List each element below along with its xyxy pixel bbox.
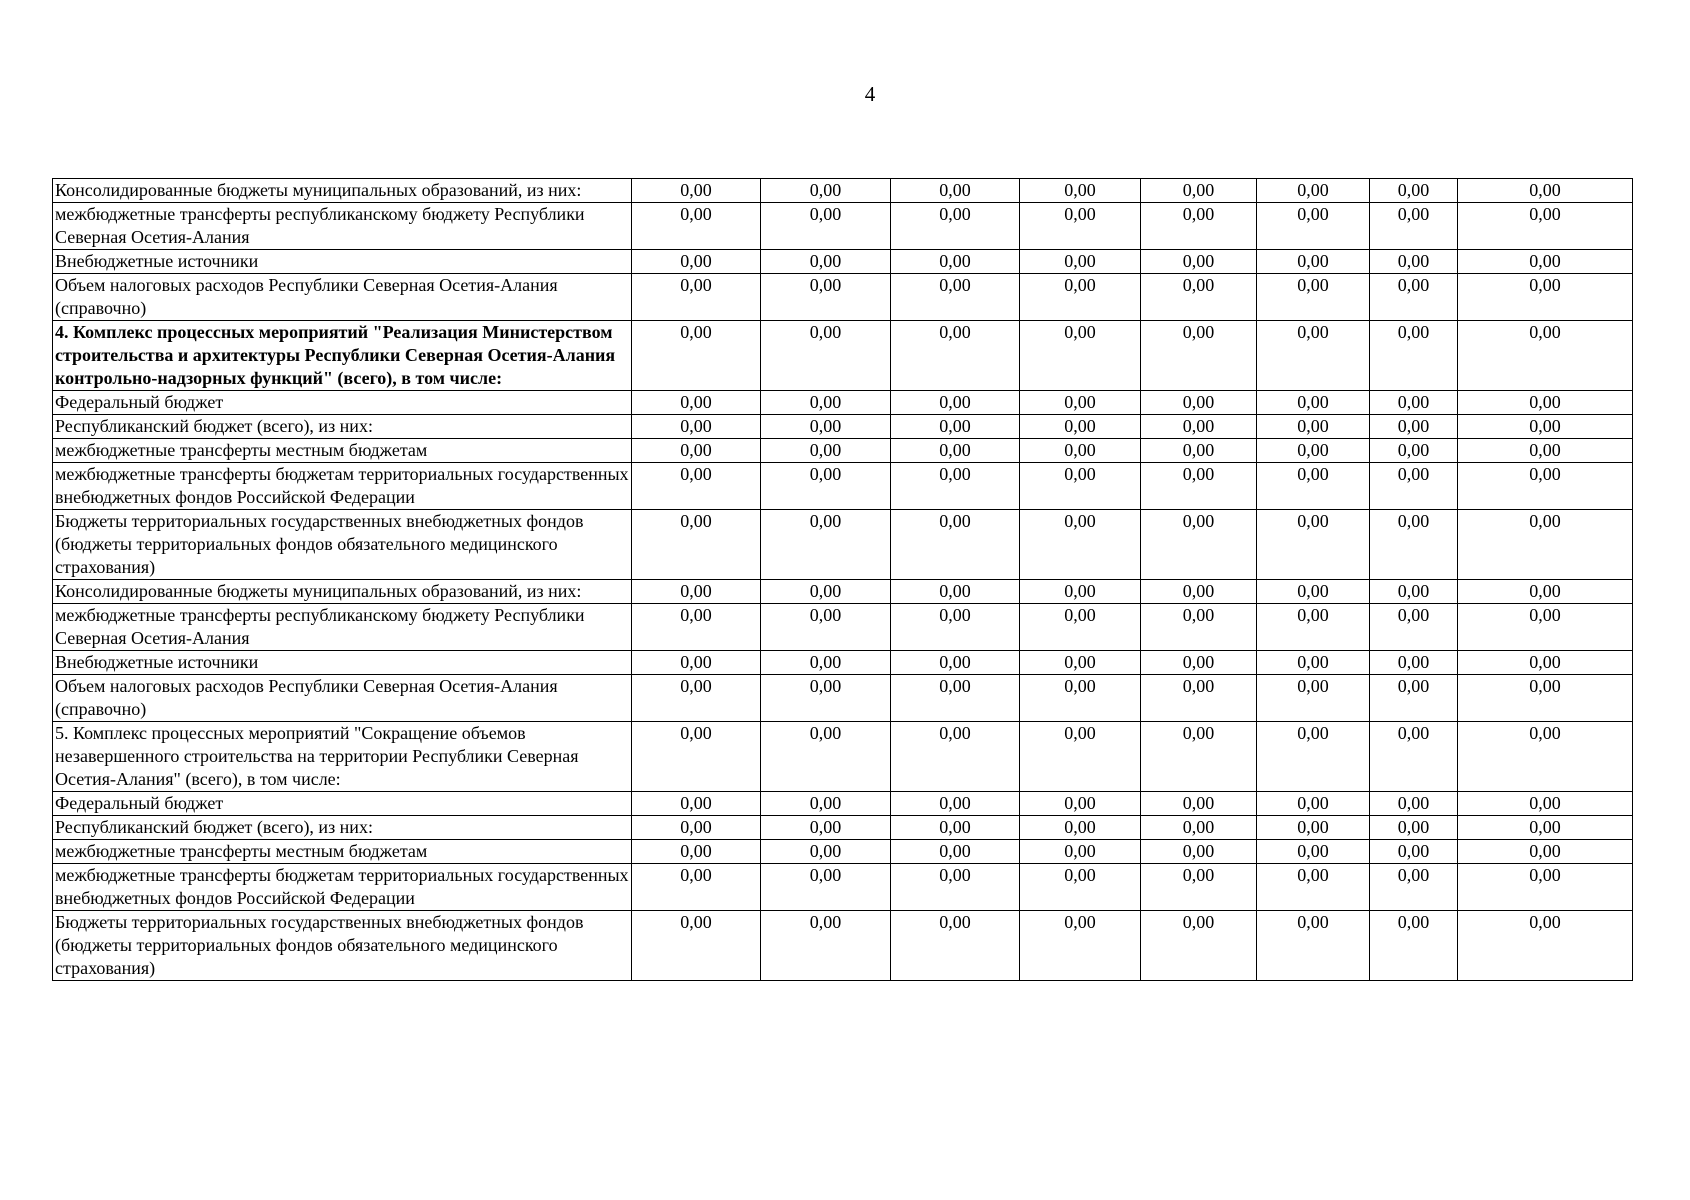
value-cell: 0,00 [891, 840, 1020, 864]
value-cell: 0,00 [1141, 274, 1257, 321]
value-cell: 0,00 [632, 840, 761, 864]
value-cell: 0,00 [761, 911, 891, 981]
row-label: Федеральный бюджет [53, 391, 632, 415]
value-cell: 0,00 [1458, 274, 1633, 321]
row-label: межбюджетные трансферты республиканскому бюджету Республики Северная Осетия-Алания [53, 604, 632, 651]
row-label: 4. Комплекс процессных мероприятий "Реализация Министерством строительства и архитектуры Республики Северная Осетия-Алания контрольно-надзорных функций" (всего), в том числе: [53, 321, 632, 391]
value-cell: 0,00 [1141, 675, 1257, 722]
value-cell: 0,00 [1370, 864, 1458, 911]
value-cell: 0,00 [1141, 179, 1257, 203]
value-cell: 0,00 [1020, 722, 1141, 792]
table-row [53, 179, 1633, 203]
value-cell: 0,00 [632, 463, 761, 510]
value-cell: 0,00 [1141, 840, 1257, 864]
value-cell: 0,00 [761, 580, 891, 604]
value-cell: 0,00 [1370, 816, 1458, 840]
value-cell: 0,00 [632, 580, 761, 604]
value-cell: 0,00 [1020, 580, 1141, 604]
value-cell: 0,00 [1458, 179, 1633, 203]
value-cell: 0,00 [1458, 391, 1633, 415]
value-cell: 0,00 [1257, 911, 1370, 981]
value-cell: 0,00 [1370, 580, 1458, 604]
value-cell: 0,00 [1370, 203, 1458, 250]
value-cell: 0,00 [1020, 864, 1141, 911]
value-cell: 0,00 [891, 792, 1020, 816]
value-cell: 0,00 [1020, 321, 1141, 391]
value-cell: 0,00 [1020, 250, 1141, 274]
value-cell: 0,00 [1141, 722, 1257, 792]
value-cell: 0,00 [891, 816, 1020, 840]
value-cell: 0,00 [761, 463, 891, 510]
value-cell: 0,00 [1141, 391, 1257, 415]
value-cell: 0,00 [1370, 274, 1458, 321]
row-label: Объем налоговых расходов Республики Северная Осетия-Алания (справочно) [53, 274, 632, 321]
table-row [53, 439, 1633, 463]
value-cell: 0,00 [1458, 321, 1633, 391]
value-cell: 0,00 [632, 675, 761, 722]
value-cell: 0,00 [1257, 179, 1370, 203]
value-cell: 0,00 [1020, 274, 1141, 321]
value-cell: 0,00 [1020, 439, 1141, 463]
value-cell: 0,00 [1141, 250, 1257, 274]
page-number: 4 [864, 82, 876, 106]
value-cell: 0,00 [1141, 604, 1257, 651]
value-cell: 0,00 [1020, 651, 1141, 675]
table-row [53, 651, 1633, 675]
value-cell: 0,00 [891, 415, 1020, 439]
value-cell: 0,00 [632, 722, 761, 792]
value-cell: 0,00 [1458, 250, 1633, 274]
value-cell: 0,00 [1458, 792, 1633, 816]
value-cell: 0,00 [1370, 675, 1458, 722]
table-row [53, 415, 1633, 439]
table-row [53, 203, 1633, 250]
value-cell: 0,00 [1458, 722, 1633, 792]
row-label: межбюджетные трансферты республиканскому бюджету Республики Северная Осетия-Алания [53, 203, 632, 250]
value-cell: 0,00 [1141, 816, 1257, 840]
row-label: Бюджеты территориальных государственных внебюджетных фондов (бюджеты территориальных фондов обязательного медицинского страхования) [53, 510, 632, 580]
value-cell: 0,00 [891, 510, 1020, 580]
value-cell: 0,00 [761, 792, 891, 816]
value-cell: 0,00 [761, 675, 891, 722]
value-cell: 0,00 [891, 580, 1020, 604]
value-cell: 0,00 [761, 840, 891, 864]
value-cell: 0,00 [632, 816, 761, 840]
value-cell: 0,00 [1020, 463, 1141, 510]
value-cell: 0,00 [891, 179, 1020, 203]
value-cell: 0,00 [891, 722, 1020, 792]
value-cell: 0,00 [891, 463, 1020, 510]
value-cell: 0,00 [632, 250, 761, 274]
table-row [53, 274, 1633, 321]
value-cell: 0,00 [632, 510, 761, 580]
value-cell: 0,00 [891, 604, 1020, 651]
value-cell: 0,00 [1370, 840, 1458, 864]
value-cell: 0,00 [1020, 391, 1141, 415]
value-cell: 0,00 [761, 439, 891, 463]
value-cell: 0,00 [1141, 792, 1257, 816]
value-cell: 0,00 [1257, 439, 1370, 463]
value-cell: 0,00 [1141, 203, 1257, 250]
value-cell: 0,00 [1257, 510, 1370, 580]
value-cell: 0,00 [1458, 816, 1633, 840]
row-label: межбюджетные трансферты местным бюджетам [53, 840, 632, 864]
value-cell: 0,00 [1020, 816, 1141, 840]
value-cell: 0,00 [1141, 510, 1257, 580]
row-label: Бюджеты территориальных государственных внебюджетных фондов (бюджеты территориальных фондов обязательного медицинского страхования) [53, 911, 632, 981]
value-cell: 0,00 [1257, 840, 1370, 864]
value-cell: 0,00 [1458, 840, 1633, 864]
value-cell: 0,00 [1458, 864, 1633, 911]
row-label: 5. Комплекс процессных мероприятий "Сокращение объемов незавершенного строительства на территории Республики Северная Осетия-Алания" (всего), в том числе: [53, 722, 632, 792]
value-cell: 0,00 [1020, 415, 1141, 439]
value-cell: 0,00 [632, 792, 761, 816]
table-row [53, 580, 1633, 604]
value-cell: 0,00 [1020, 792, 1141, 816]
value-cell: 0,00 [1458, 604, 1633, 651]
value-cell: 0,00 [1257, 792, 1370, 816]
value-cell: 0,00 [1257, 864, 1370, 911]
value-cell: 0,00 [1370, 911, 1458, 981]
table-row [53, 792, 1633, 816]
value-cell: 0,00 [761, 864, 891, 911]
value-cell: 0,00 [891, 391, 1020, 415]
row-label: Республиканский бюджет (всего), из них: [53, 816, 632, 840]
value-cell: 0,00 [761, 274, 891, 321]
table-row [53, 391, 1633, 415]
value-cell: 0,00 [1370, 415, 1458, 439]
value-cell: 0,00 [1141, 415, 1257, 439]
value-cell: 0,00 [761, 203, 891, 250]
row-label: Республиканский бюджет (всего), из них: [53, 415, 632, 439]
value-cell: 0,00 [1370, 250, 1458, 274]
value-cell: 0,00 [891, 675, 1020, 722]
value-cell: 0,00 [1257, 321, 1370, 391]
value-cell: 0,00 [1141, 864, 1257, 911]
value-cell: 0,00 [1458, 439, 1633, 463]
value-cell: 0,00 [1257, 651, 1370, 675]
value-cell: 0,00 [632, 604, 761, 651]
value-cell: 0,00 [1370, 391, 1458, 415]
value-cell: 0,00 [632, 203, 761, 250]
value-cell: 0,00 [1257, 415, 1370, 439]
table-row [53, 911, 1633, 981]
value-cell: 0,00 [1257, 463, 1370, 510]
row-label: Консолидированные бюджеты муниципальных образований, из них: [53, 179, 632, 203]
value-cell: 0,00 [1458, 203, 1633, 250]
value-cell: 0,00 [1257, 722, 1370, 792]
value-cell: 0,00 [632, 391, 761, 415]
value-cell: 0,00 [1370, 604, 1458, 651]
value-cell: 0,00 [632, 321, 761, 391]
value-cell: 0,00 [1020, 179, 1141, 203]
value-cell: 0,00 [761, 722, 891, 792]
value-cell: 0,00 [1020, 604, 1141, 651]
table-row [53, 510, 1633, 580]
table-row [53, 816, 1633, 840]
value-cell: 0,00 [1458, 651, 1633, 675]
value-cell: 0,00 [632, 439, 761, 463]
budget-table-body [53, 179, 1633, 981]
value-cell: 0,00 [891, 864, 1020, 911]
table-row [53, 250, 1633, 274]
value-cell: 0,00 [891, 321, 1020, 391]
value-cell: 0,00 [1370, 510, 1458, 580]
value-cell: 0,00 [1020, 203, 1141, 250]
value-cell: 0,00 [1257, 274, 1370, 321]
value-cell: 0,00 [1257, 675, 1370, 722]
value-cell: 0,00 [761, 510, 891, 580]
value-cell: 0,00 [891, 911, 1020, 981]
row-label: Объем налоговых расходов Республики Северная Осетия-Алания (справочно) [53, 675, 632, 722]
row-label: Консолидированные бюджеты муниципальных образований, из них: [53, 580, 632, 604]
value-cell: 0,00 [891, 274, 1020, 321]
row-label: Внебюджетные источники [53, 651, 632, 675]
value-cell: 0,00 [1257, 816, 1370, 840]
value-cell: 0,00 [1458, 911, 1633, 981]
value-cell: 0,00 [1141, 580, 1257, 604]
row-label: межбюджетные трансферты местным бюджетам [53, 439, 632, 463]
value-cell: 0,00 [761, 651, 891, 675]
value-cell: 0,00 [1370, 722, 1458, 792]
value-cell: 0,00 [1458, 415, 1633, 439]
value-cell: 0,00 [1370, 321, 1458, 391]
value-cell: 0,00 [1020, 675, 1141, 722]
budget-table [52, 178, 1633, 981]
value-cell: 0,00 [1458, 580, 1633, 604]
table-row [53, 321, 1633, 391]
value-cell: 0,00 [761, 604, 891, 651]
value-cell: 0,00 [1370, 439, 1458, 463]
value-cell: 0,00 [632, 864, 761, 911]
value-cell: 0,00 [891, 651, 1020, 675]
value-cell: 0,00 [632, 651, 761, 675]
row-label: Федеральный бюджет [53, 792, 632, 816]
value-cell: 0,00 [1257, 391, 1370, 415]
table-row [53, 840, 1633, 864]
value-cell: 0,00 [1020, 840, 1141, 864]
value-cell: 0,00 [1141, 463, 1257, 510]
value-cell: 0,00 [1257, 580, 1370, 604]
value-cell: 0,00 [1141, 321, 1257, 391]
value-cell: 0,00 [1370, 651, 1458, 675]
value-cell: 0,00 [1257, 250, 1370, 274]
value-cell: 0,00 [1370, 792, 1458, 816]
table-row [53, 604, 1633, 651]
value-cell: 0,00 [761, 391, 891, 415]
value-cell: 0,00 [891, 203, 1020, 250]
value-cell: 0,00 [1141, 651, 1257, 675]
value-cell: 0,00 [761, 816, 891, 840]
value-cell: 0,00 [632, 911, 761, 981]
value-cell: 0,00 [1370, 463, 1458, 510]
value-cell: 0,00 [632, 179, 761, 203]
table-row [53, 675, 1633, 722]
value-cell: 0,00 [1141, 439, 1257, 463]
value-cell: 0,00 [891, 250, 1020, 274]
row-label: Внебюджетные источники [53, 250, 632, 274]
value-cell: 0,00 [1257, 604, 1370, 651]
row-label: межбюджетные трансферты бюджетам территориальных государственных внебюджетных фондов Российской Федерации [53, 864, 632, 911]
value-cell: 0,00 [1370, 179, 1458, 203]
value-cell: 0,00 [761, 179, 891, 203]
table-row [53, 864, 1633, 911]
value-cell: 0,00 [1020, 510, 1141, 580]
table-row [53, 463, 1633, 510]
value-cell: 0,00 [1141, 911, 1257, 981]
value-cell: 0,00 [1458, 510, 1633, 580]
value-cell: 0,00 [761, 250, 891, 274]
value-cell: 0,00 [1458, 675, 1633, 722]
value-cell: 0,00 [1458, 463, 1633, 510]
value-cell: 0,00 [761, 321, 891, 391]
value-cell: 0,00 [891, 439, 1020, 463]
value-cell: 0,00 [632, 415, 761, 439]
value-cell: 0,00 [632, 274, 761, 321]
value-cell: 0,00 [1020, 911, 1141, 981]
row-label: межбюджетные трансферты бюджетам территориальных государственных внебюджетных фондов Российской Федерации [53, 463, 632, 510]
table-row [53, 722, 1633, 792]
value-cell: 0,00 [761, 415, 891, 439]
value-cell: 0,00 [1257, 203, 1370, 250]
